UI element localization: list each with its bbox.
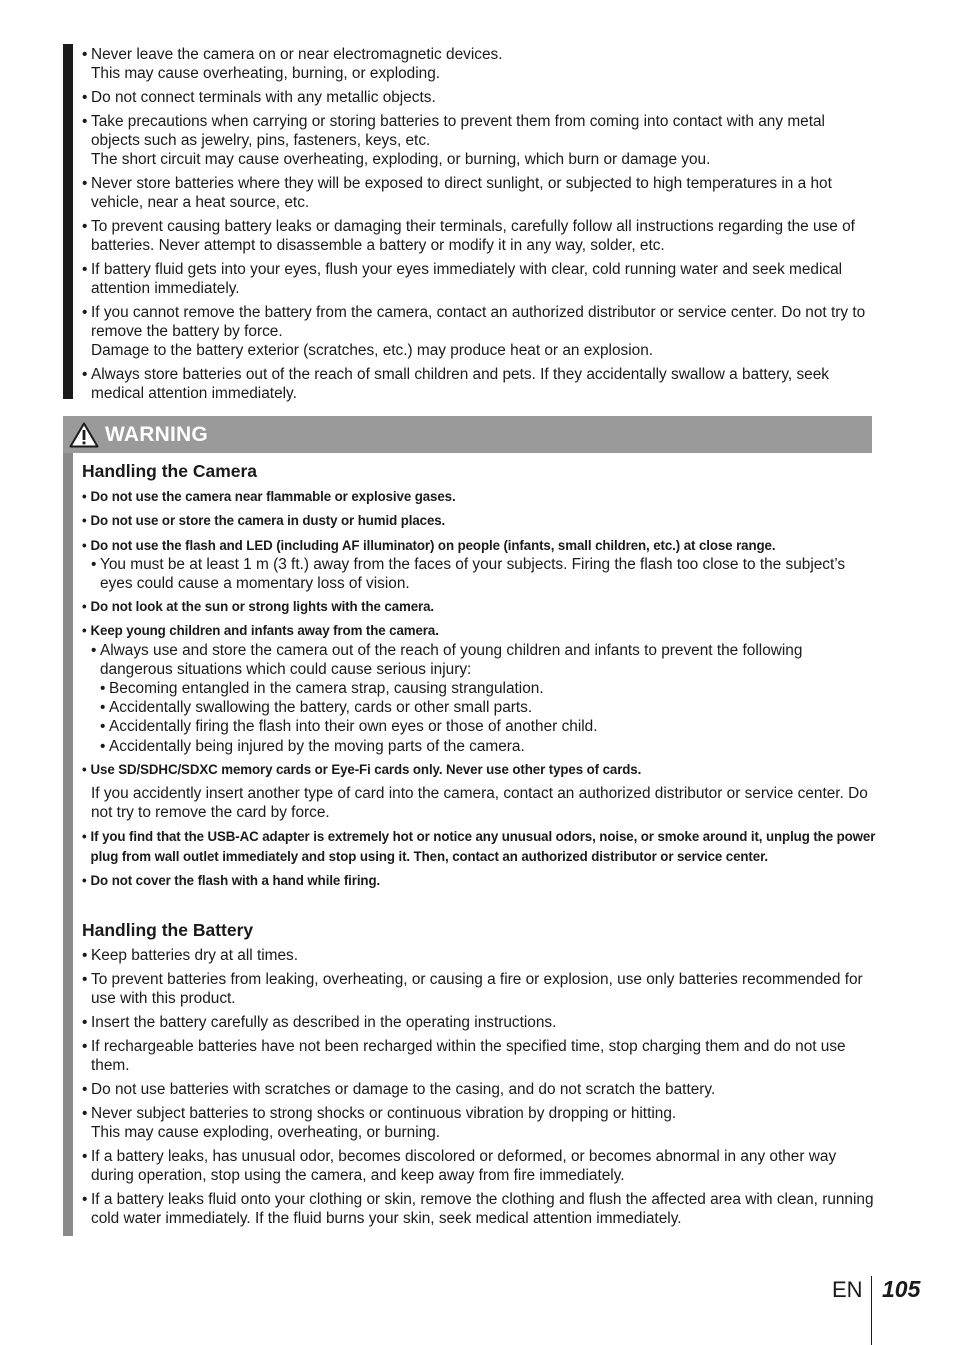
section-heading: Handling the Battery	[82, 920, 254, 940]
warning-triangle-icon	[69, 422, 99, 448]
item-text: • If battery fluid gets into your eyes, flush your eyes immediately with clear, cold running water and seek medical attention immediately.	[91, 261, 843, 298]
item-text: • Do not connect terminals with any metallic objects.	[91, 89, 436, 106]
item-text: • Never store batteries where they will be exposed to direct sunlight, or subjected to high temperatures in a hot vehicle, near a heat source, etc.	[91, 175, 832, 212]
list-item	[82, 365, 874, 403]
item-text: • Use SD/SDHC/SDXC memory cards or Eye-Fi cards only. Never use other types of cards.	[90, 760, 642, 777]
item-text: • To prevent causing battery leaks or damaging their terminals, carefully follow all instructions regarding the use of batteries. Never attempt to disassemble a battery or modify it in any way, solder, etc.	[91, 218, 855, 255]
list-item	[82, 45, 874, 83]
item-text: • Do not use the camera near flammable or explosive gases.	[90, 488, 456, 505]
warning-title: WARNING	[105, 422, 208, 446]
item-text: • If you find that the USB-AC adapter is extremely hot or notice any unusual odors, noise, or smoke around it, unplug the power plug from wall outlet immediately and stop using it. Then, contact an authorized distributor or service center.	[90, 828, 876, 864]
item-note: This may cause overheating, burning, or exploding.	[91, 65, 441, 83]
item-text: • Becoming entangled in the camera strap, causing strangulation.	[109, 680, 544, 698]
list-item	[82, 88, 874, 107]
footer-divider	[871, 1276, 872, 1345]
handling-battery-section	[82, 921, 874, 1233]
item-text: • Insert the battery carefully as described in the operating instructions.	[91, 1014, 557, 1031]
item-text: • Never subject batteries to strong shocks or continuous vibration by dropping or hitting.	[91, 1104, 677, 1122]
item-text: • If a battery leaks fluid onto your clothing or skin, remove the clothing and flush the affected area with clean, running cold water immediately. If the fluid burns your skin, seek medical attention immediately.	[91, 1190, 874, 1227]
item-text: • Keep batteries dry at all times.	[91, 947, 299, 965]
item-text: • You must be at least 1 m (3 ft.) away from the faces of your subjects. Firing the flash too close to the subject’s eyes could cause a momentary loss of vision.	[100, 555, 846, 593]
list-item	[82, 1104, 874, 1142]
item-note: This may cause exploding, overheating, or burning.	[91, 1123, 441, 1141]
list-item	[82, 970, 874, 1008]
list-item	[82, 487, 882, 506]
warning-header	[63, 416, 872, 453]
language-label: EN	[832, 1277, 863, 1302]
danger-section-bar	[63, 44, 73, 399]
item-note: The short circuit may cause overheating, exploding, or burning, which burn or damage you.	[91, 151, 711, 169]
list-item	[82, 217, 874, 255]
list-item	[82, 871, 882, 890]
item-text: • Do not use or store the camera in dusty or humid places.	[90, 512, 446, 529]
warning-section-bar	[63, 416, 73, 1236]
item-text: • If rechargeable batteries have not been recharged within the specified time, stop charging them and do not use them.	[91, 1037, 846, 1074]
handling-camera-section	[82, 462, 874, 895]
item-text: • Do not use batteries with scratches or damage to the casing, and do not scratch the battery.	[91, 1080, 716, 1098]
sub-sub-item	[100, 737, 874, 756]
danger-list	[82, 45, 874, 408]
item-text: • Accidentally being injured by the moving parts of the camera.	[109, 737, 525, 755]
item-text: • Always store batteries out of the reach of small children and pets. If they accidentally swallow a battery, seek medical attention immediately.	[91, 366, 829, 403]
section-heading: Handling the Camera	[82, 461, 258, 481]
sub-item	[91, 641, 874, 679]
list-item	[82, 112, 874, 170]
item-text: • Do not look at the sun or strong lights with the camera.	[90, 598, 435, 615]
list-item	[82, 946, 874, 965]
item-note: Damage to the battery exterior (scratches, etc.) may produce heat or an explosion.	[91, 342, 654, 360]
item-text: • If you cannot remove the battery from the camera, contact an authorized distributor or service center. Do not try to remove the battery by force.	[91, 304, 866, 341]
item-text: • Do not use the flash and LED (including AF illuminator) on people (infants, small children, etc.) at close range.	[90, 536, 776, 553]
sub-item	[91, 555, 874, 593]
list-item	[82, 1013, 874, 1032]
item-text: • Accidentally firing the flash into their own eyes or those of another child.	[109, 718, 598, 736]
list-item	[82, 303, 874, 361]
item-text: • Always use and store the camera out of the reach of young children and infants to prevent the following dangerous situations which could cause serious injury:	[100, 641, 803, 678]
item-note: If you accidently insert another type of card into the camera, contact an authorized distributor or service center. Do not try to remove the card by force.	[91, 785, 868, 822]
list-item	[82, 597, 882, 616]
list-item	[82, 1037, 874, 1075]
list-item	[82, 760, 882, 779]
list-item	[82, 1190, 874, 1228]
item-text: • Take precautions when carrying or storing batteries to prevent them from coming into contact with any metal objects such as jewelry, pins, fasteners, keys, etc.	[91, 112, 825, 149]
list-item	[82, 174, 874, 212]
sub-sub-item	[100, 679, 874, 698]
item-text: • If a battery leaks, has unusual odor, becomes discolored or deformed, or becomes abnormal in any other way during operation, stop using the camera, and keep away from fire immediately.	[91, 1147, 837, 1184]
page-number: 105	[882, 1276, 921, 1302]
item-text: • To prevent batteries from leaking, overheating, or causing a fire or explosion, use only batteries recommended for use with this product.	[91, 971, 863, 1008]
sub-sub-item	[100, 717, 874, 736]
sub-sub-item	[100, 698, 874, 717]
item-text: • Keep young children and infants away from the camera.	[90, 622, 439, 639]
list-item	[82, 511, 882, 530]
list-item	[82, 536, 882, 555]
item-text: • Do not cover the flash with a hand while firing.	[90, 871, 381, 888]
list-item	[82, 1080, 874, 1099]
list-item	[82, 1147, 874, 1185]
item-text: • Accidentally swallowing the battery, cards or other small parts.	[109, 699, 533, 717]
list-item	[82, 827, 882, 865]
list-item	[82, 260, 874, 298]
item-text: • Never leave the camera on or near electromagnetic devices.	[91, 46, 503, 63]
list-item	[82, 621, 882, 640]
